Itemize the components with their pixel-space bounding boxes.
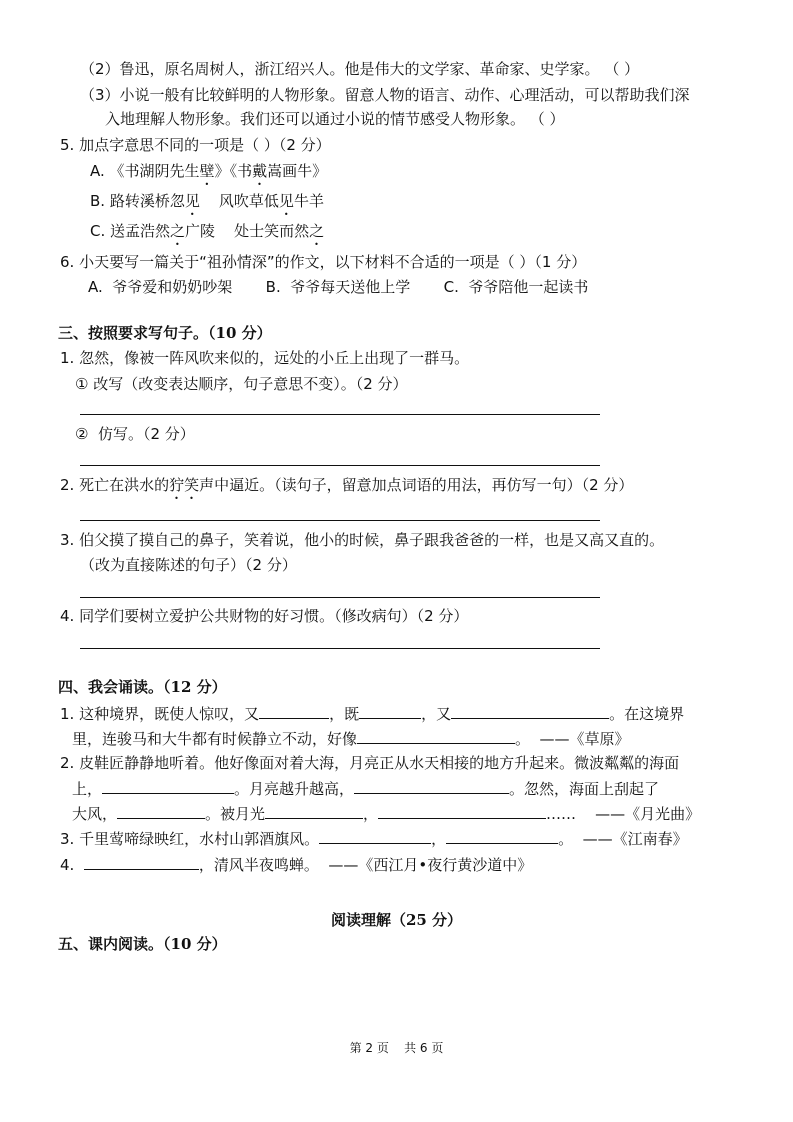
fill-blank[interactable] [117, 803, 205, 819]
question-6-options: A. 爷爷爱和奶奶吵架 B. 爷爷每天送他上学 C. 爷爷陪他一起读书 [88, 278, 589, 296]
item-text: ， [431, 830, 447, 848]
answer-line[interactable] [80, 520, 600, 521]
item-text: ，又 [421, 705, 452, 723]
item-text: 3. 千里莺啼绿映红，水村山郭酒旗风。 [60, 830, 320, 848]
recite-item-1-line1 [60, 703, 684, 724]
item-text: ，既 [329, 705, 360, 723]
option-text: 风吹草低 [199, 192, 279, 210]
option-text: B. 路转溪桥忽 [90, 192, 185, 210]
item-text: 上， [72, 780, 103, 798]
answer-line[interactable] [80, 414, 600, 415]
fill-blank[interactable] [259, 703, 329, 719]
fill-blank[interactable] [359, 703, 421, 719]
question-5-option-a [90, 161, 327, 189]
answer-line[interactable] [80, 648, 600, 649]
question-5-option-c [90, 221, 324, 249]
section-3-heading: 三、按照要求写句子。（10 分） [58, 324, 272, 342]
section-3-item-4: 4. 同学们要树立爱护公共财物的好习惯。（修改病句）（2 分） [60, 607, 469, 625]
item-text: 。 ——《江南春》 [558, 830, 688, 848]
question-6: 6. 小天要写一篇关于“祖孙情深”的作文，以下材料不合适的一项是（ ）（1 分） [60, 253, 587, 271]
section-3-item-3-line1: 3. 伯父摸了摸自己的鼻子，笑着说，他小的时候，鼻子跟我爸爸的一样，也是又高又直的。 [60, 531, 665, 549]
option-text: 广陵 处士笑而然 [185, 222, 310, 240]
dotted-char: 壁 [199, 162, 215, 180]
item-text: 4. [60, 856, 84, 874]
recite-item-3 [60, 828, 688, 849]
item-text: …… ——《月光曲》 [546, 805, 701, 823]
dotted-char: 之 [309, 222, 325, 240]
item-text: 。被月光 [205, 805, 266, 823]
section-3-item-1-sub-1: ① 改写（改变表达顺序，句子意思不变）。（2 分） [75, 375, 408, 393]
answer-line[interactable] [80, 465, 600, 466]
fill-blank[interactable] [265, 803, 363, 819]
item-text: 。 ——《草原》 [515, 730, 630, 748]
recite-item-4 [60, 854, 532, 875]
fill-blank[interactable] [446, 828, 558, 844]
item-text: 2. 死亡在洪水的 [60, 476, 170, 494]
item-text: 。忽然，海面上刮起了 [509, 780, 660, 798]
item-text: 声中逼近。（读句子，留意加点词语的用法，再仿写一句）（2 分） [199, 476, 634, 494]
judge-item-2: （2）鲁迅，原名周树人，浙江绍兴人。他是伟大的文学家、革命家、史学家。 （ ） [80, 60, 640, 78]
judge-item-3-line1: （3）小说一般有比较鲜明的人物形象。留意人物的语言、动作、心理活动，可以帮助我们深 [80, 86, 690, 104]
fill-blank[interactable] [357, 728, 515, 744]
section-3-item-1: 1. 忽然，像被一阵风吹来似的，远处的小丘上出现了一群马。 [60, 349, 470, 367]
option-text: 嵩画牛》 [267, 162, 328, 180]
dotted-word: 狞笑 [169, 476, 200, 494]
fill-blank[interactable] [451, 703, 609, 719]
item-text: 里，连骏马和大牛都有时候静立不动，好像 [72, 730, 358, 748]
item-text: 大风， [72, 805, 118, 823]
judge-item-3-line2: 入地理解人物形象。我们还可以通过小说的情节感受人物形象。 （ ） [105, 110, 565, 128]
option-text: C. 送孟浩然 [90, 222, 171, 240]
item-text: ，清风半夜鸣蝉。 ——《西江月•夜行黄沙道中》 [198, 856, 533, 874]
dotted-char: 戴 [252, 162, 268, 180]
recite-item-2-line3 [72, 803, 700, 824]
fill-blank[interactable] [319, 828, 431, 844]
section-3-item-3-line2: （改为直接陈述的句子）（2 分） [80, 556, 297, 574]
page-number: 第 2 页 共 6 页 [349, 1041, 444, 1055]
dotted-char: 之 [170, 222, 186, 240]
dotted-char: 见 [184, 192, 200, 210]
recite-item-2-line1: 2. 皮鞋匠静静地听着。他好像面对着大海，月亮正从水天相接的地方升起来。微波粼粼的海面 [60, 754, 680, 772]
option-text: A. 《书湖阴先生 [90, 162, 200, 180]
recite-item-1-line2 [72, 728, 630, 749]
question-5: 5. 加点字意思不同的一项是（ ）（2 分） [60, 136, 331, 154]
section-3-item-1-sub-2: ② 仿写。（2 分） [75, 425, 195, 443]
fill-blank[interactable] [84, 854, 199, 870]
item-text: 。月亮越升越高， [234, 780, 355, 798]
fill-blank[interactable] [378, 803, 546, 819]
fill-blank[interactable] [354, 778, 509, 794]
option-text: 》《书 [214, 162, 253, 180]
section-4-heading: 四、我会诵读。（12 分） [58, 678, 227, 696]
answer-line[interactable] [80, 597, 600, 598]
dotted-char: 见 [278, 192, 294, 210]
option-text: 牛羊 [293, 192, 324, 210]
item-text: ， [363, 805, 379, 823]
section-3-item-2 [60, 475, 633, 503]
item-text: 。在这境界 [609, 705, 685, 723]
item-text: 1. 这种境界，既使人惊叹，又 [60, 705, 260, 723]
recite-item-2-line2 [72, 778, 659, 799]
fill-blank[interactable] [102, 778, 234, 794]
question-5-option-b [90, 191, 324, 219]
section-5-heading: 五、课内阅读。（10 分） [58, 935, 227, 953]
reading-title: 阅读理解（25 分） [330, 911, 463, 929]
